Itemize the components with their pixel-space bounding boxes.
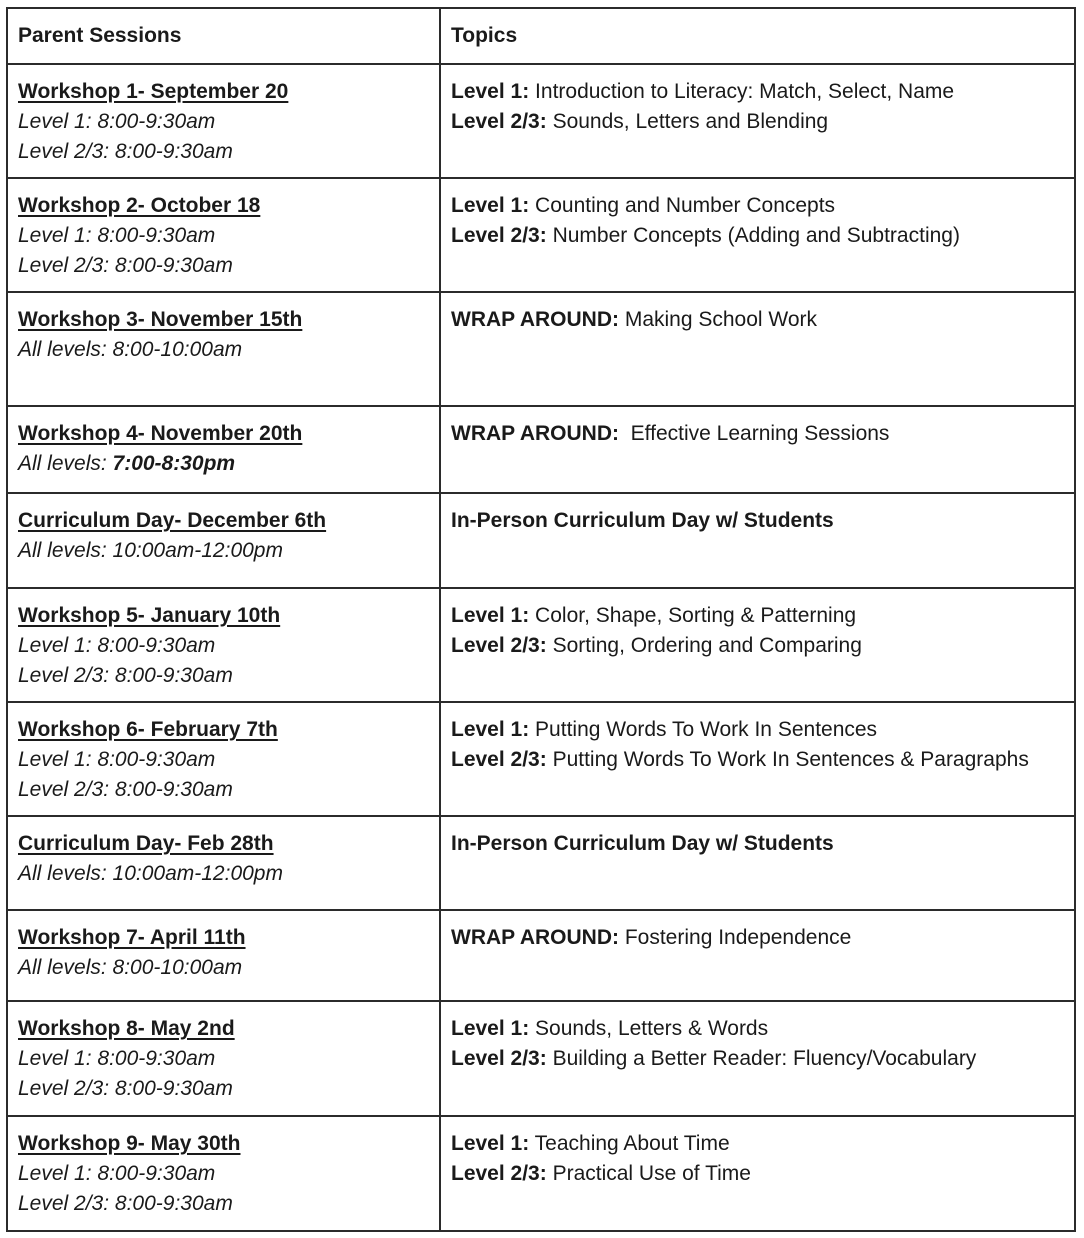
topics-cell	[440, 64, 1075, 178]
topic-line	[451, 506, 1064, 536]
session-time	[18, 1159, 429, 1189]
topic-line	[451, 107, 1064, 137]
topic-label: Level 1:	[451, 718, 530, 741]
topic-label: Level 2/3:	[451, 224, 547, 247]
topic-text: Making School Work	[619, 308, 818, 331]
session-cell	[7, 178, 440, 292]
session-time	[18, 536, 429, 566]
table-row	[7, 406, 1075, 493]
session-time	[18, 335, 429, 365]
topics-cell	[440, 1001, 1075, 1116]
topic-text: Fostering Independence	[619, 926, 852, 949]
session-time-text: All levels: 10:00am-12:00pm	[18, 862, 283, 885]
session-title: Workshop 5- January 10th	[18, 604, 281, 627]
topic-line	[451, 923, 1064, 953]
table-row	[7, 178, 1075, 292]
session-time-text: All levels: 10:00am-12:00pm	[18, 539, 283, 562]
topic-text: Practical Use of Time	[546, 1162, 751, 1185]
topic-line	[451, 1129, 1064, 1159]
topic-text: Teaching About Time	[529, 1132, 730, 1155]
topic-line	[451, 1044, 1064, 1074]
session-title: Curriculum Day- Feb 28th	[18, 832, 274, 855]
topic-label: Level 1:	[451, 1132, 530, 1155]
session-time	[18, 661, 429, 691]
session-cell	[7, 702, 440, 816]
session-cell	[7, 588, 440, 702]
session-title: Workshop 2- October 18	[18, 194, 261, 217]
session-cell	[7, 493, 440, 588]
session-time-text: Level 1: 8:00-9:30am	[18, 1047, 216, 1070]
session-title: Workshop 9- May 30th	[18, 1132, 241, 1155]
topic-line	[451, 1159, 1064, 1189]
header-topics: Topics	[440, 8, 1075, 64]
session-time	[18, 953, 429, 983]
topic-text: Sounds, Letters & Words	[529, 1017, 769, 1040]
session-time	[18, 775, 429, 805]
session-time-text: Level 2/3: 8:00-9:30am	[18, 778, 233, 801]
session-title: Workshop 6- February 7th	[18, 718, 278, 741]
topics-cell	[440, 588, 1075, 702]
topic-line	[451, 1014, 1064, 1044]
topic-label: WRAP AROUND:	[451, 422, 619, 445]
topic-text: Sounds, Letters and Blending	[546, 110, 829, 133]
session-cell	[7, 816, 440, 910]
session-time-text: Level 1: 8:00-9:30am	[18, 224, 216, 247]
session-cell	[7, 910, 440, 1001]
topic-label: Level 1:	[451, 1017, 530, 1040]
topic-line	[451, 829, 1064, 859]
sessions-table	[6, 7, 1076, 1232]
session-time	[18, 631, 429, 661]
table-row	[7, 1001, 1075, 1116]
topic-label: Level 1:	[451, 194, 530, 217]
topic-line	[451, 191, 1064, 221]
session-time-text: All levels: 8:00-10:00am	[18, 956, 243, 979]
topic-line	[451, 221, 1064, 251]
session-time-text: Level 2/3: 8:00-9:30am	[18, 664, 233, 687]
topic-text: Color, Shape, Sorting & Patterning	[529, 604, 857, 627]
topic-text: Effective Learning Sessions	[619, 422, 890, 445]
topic-line	[451, 419, 1064, 449]
session-time-text: Level 2/3: 8:00-9:30am	[18, 254, 233, 277]
topics-cell	[440, 493, 1075, 588]
topic-text: Counting and Number Concepts	[529, 194, 836, 217]
topic-line	[451, 631, 1064, 661]
topics-cell	[440, 406, 1075, 493]
header-parent-sessions: Parent Sessions	[7, 8, 440, 64]
session-time-emphasis: 7:00-8:30pm	[112, 452, 236, 475]
topic-line	[451, 715, 1064, 745]
table-row	[7, 64, 1075, 178]
table-row	[7, 493, 1075, 588]
session-title: Curriculum Day- December 6th	[18, 509, 327, 532]
session-time-text: Level 2/3: 8:00-9:30am	[18, 140, 233, 163]
topic-label: Level 2/3:	[451, 110, 547, 133]
topic-label: Level 1:	[451, 80, 530, 103]
session-time	[18, 137, 429, 167]
session-time	[18, 1189, 429, 1219]
session-time	[18, 1074, 429, 1104]
session-title: Workshop 7- April 11th	[18, 926, 246, 949]
topic-label: Level 1:	[451, 604, 530, 627]
session-time-text: All levels:	[18, 452, 113, 475]
session-time-text: Level 1: 8:00-9:30am	[18, 634, 216, 657]
table-row	[7, 702, 1075, 816]
session-title: Workshop 1- September 20	[18, 80, 289, 103]
topic-text: Putting Words To Work In Sentences	[529, 718, 878, 741]
topics-cell	[440, 1116, 1075, 1231]
topic-line	[451, 745, 1064, 775]
session-time-text: Level 2/3: 8:00-9:30am	[18, 1077, 233, 1100]
table-row	[7, 292, 1075, 406]
topic-label: Level 2/3:	[451, 1047, 547, 1070]
topics-cell	[440, 702, 1075, 816]
session-time-text: Level 1: 8:00-9:30am	[18, 1162, 216, 1185]
topics-cell	[440, 816, 1075, 910]
topic-label: Level 2/3:	[451, 748, 547, 771]
table-row	[7, 1116, 1075, 1231]
topic-label: In-Person Curriculum Day w/ Students	[451, 509, 834, 532]
topic-label: WRAP AROUND:	[451, 308, 619, 331]
topic-label: In-Person Curriculum Day w/ Students	[451, 832, 834, 855]
topic-label: WRAP AROUND:	[451, 926, 619, 949]
session-time	[18, 251, 429, 281]
session-cell	[7, 406, 440, 493]
session-cell	[7, 1116, 440, 1231]
session-time	[18, 107, 429, 137]
session-time	[18, 221, 429, 251]
session-cell	[7, 64, 440, 178]
session-time	[18, 1044, 429, 1074]
session-cell	[7, 1001, 440, 1116]
session-time	[18, 745, 429, 775]
session-cell	[7, 292, 440, 406]
topic-text: Introduction to Literacy: Match, Select, Name	[529, 80, 955, 103]
session-time-text: All levels: 8:00-10:00am	[18, 338, 243, 361]
topic-label: Level 2/3:	[451, 1162, 547, 1185]
topic-line	[451, 601, 1064, 631]
table-row	[7, 816, 1075, 910]
session-time-text: Level 1: 8:00-9:30am	[18, 110, 216, 133]
topics-cell	[440, 178, 1075, 292]
topic-text: Building a Better Reader: Fluency/Vocabulary	[546, 1047, 977, 1070]
header-row	[7, 8, 1075, 64]
session-title: Workshop 4- November 20th	[18, 422, 303, 445]
topic-text: Number Concepts (Adding and Subtracting)	[546, 224, 960, 247]
session-time-text: Level 2/3: 8:00-9:30am	[18, 1192, 233, 1215]
topic-line	[451, 305, 1064, 335]
table-row	[7, 588, 1075, 702]
topic-text: Sorting, Ordering and Comparing	[546, 634, 862, 657]
topics-cell	[440, 910, 1075, 1001]
topic-line	[451, 77, 1064, 107]
session-time	[18, 449, 429, 479]
topic-label: Level 2/3:	[451, 634, 547, 657]
session-title: Workshop 8- May 2nd	[18, 1017, 235, 1040]
topics-cell	[440, 292, 1075, 406]
topic-text: Putting Words To Work In Sentences & Paragraphs	[546, 748, 1029, 771]
session-time-text: Level 1: 8:00-9:30am	[18, 748, 216, 771]
session-title: Workshop 3- November 15th	[18, 308, 303, 331]
table-row	[7, 910, 1075, 1001]
session-time	[18, 859, 429, 889]
